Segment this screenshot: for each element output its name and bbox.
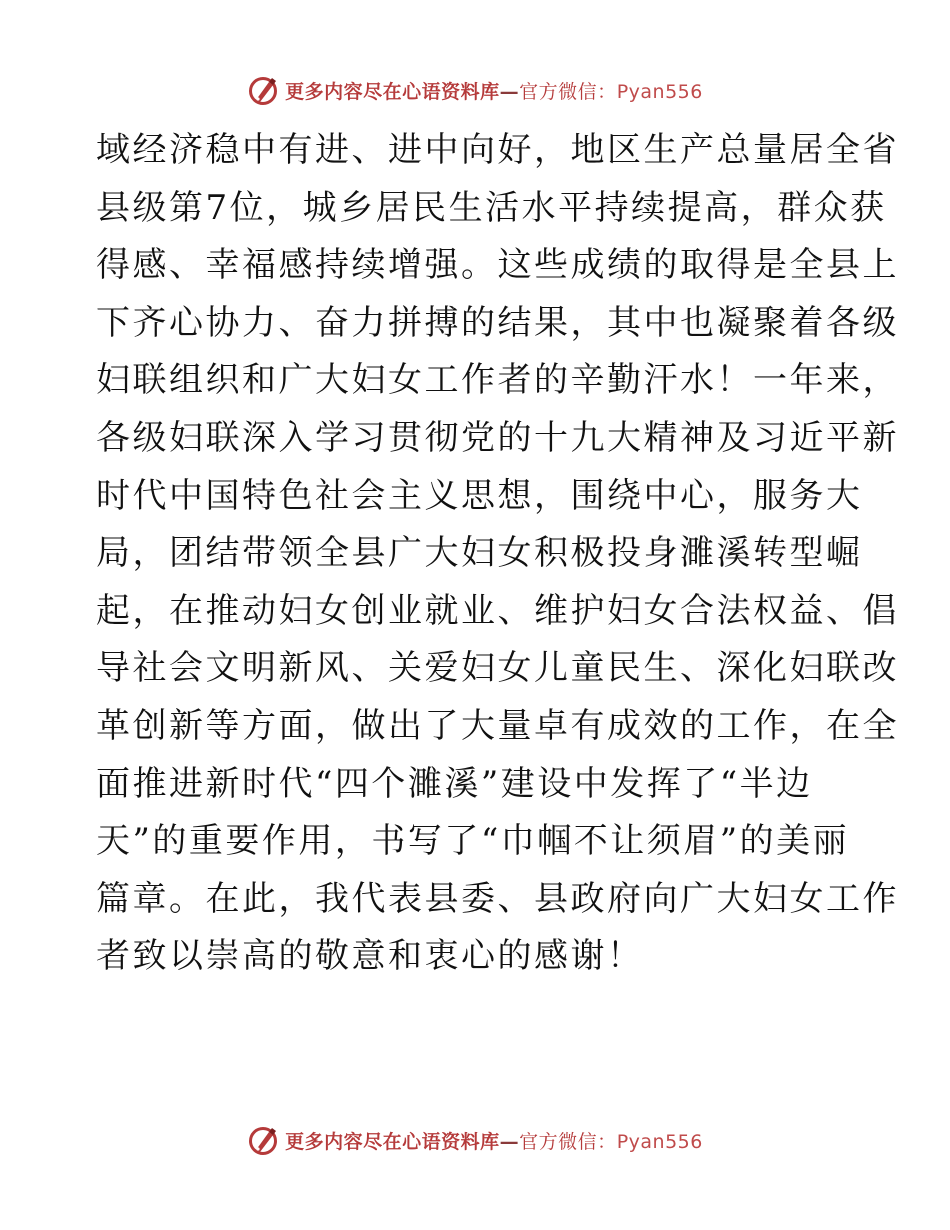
paragraph-line: 起，在推动妇女创业就业、维护妇女合法权益、倡 — [96, 590, 899, 631]
paragraph-line: 革创新等方面，做出了大量卓有成效的工作，在全 — [96, 705, 899, 746]
paragraph-line: 导社会文明新风、关爱妇女儿童民生、深化妇联改 — [96, 648, 899, 689]
paragraph-line: 时代中国特色社会主义思想，围绕中心，服务大 — [96, 475, 863, 516]
header-official-label: 官方微信： — [519, 80, 617, 103]
paragraph-line: 各级妇联深入学习贯彻党的十九大精神及习近平新 — [96, 417, 899, 458]
header-dash: — — [499, 80, 520, 103]
paragraph-line: 下齐心协力、奋力拼搏的结果，其中也凝聚着各级 — [96, 302, 899, 343]
paragraph-line: 局，团结带领全县广大妇女积极投身濉溪转型崛 — [96, 533, 863, 574]
footer-wechat-id: Pyan556 — [616, 1130, 703, 1153]
paragraph-line: 妇联组织和广大妇女工作者的辛勤汗水！一年来， — [96, 360, 899, 401]
paragraph-line: 者致以崇高的敬意和衷心的感谢！ — [96, 936, 644, 977]
pen-logo-icon — [247, 1124, 279, 1156]
footer-banner — [0, 1122, 950, 1158]
header-banner-text — [285, 77, 703, 104]
header-wechat-id: Pyan556 — [616, 80, 703, 103]
paragraph-line: 天”的重要作用，书写了“巾帼不让须眉”的美丽 — [96, 821, 850, 862]
footer-banner-text — [285, 1127, 703, 1154]
paragraph-line: 得感、幸福感持续增强。这些成绩的取得是全县上 — [96, 245, 899, 286]
pen-logo-icon — [247, 74, 279, 106]
paragraph-line: 篇章。在此，我代表县委、县政府向广大妇女工作 — [96, 878, 899, 919]
paragraph-line: 县级第7位，城乡居民生活水平持续提高，群众获 — [96, 187, 887, 228]
header-banner — [0, 72, 950, 108]
document-paragraph — [96, 122, 899, 986]
footer-dash: — — [499, 1130, 520, 1153]
footer-official-label: 官方微信： — [519, 1130, 617, 1153]
paragraph-line: 域经济稳中有进、进中向好，地区生产总量居全省 — [96, 130, 899, 170]
header-main-text: 更多内容尽在心语资料库 — [285, 80, 500, 103]
footer-main-text: 更多内容尽在心语资料库 — [285, 1130, 500, 1153]
paragraph-line: 面推进新时代“四个濉溪”建设中发挥了“半边 — [96, 763, 813, 804]
